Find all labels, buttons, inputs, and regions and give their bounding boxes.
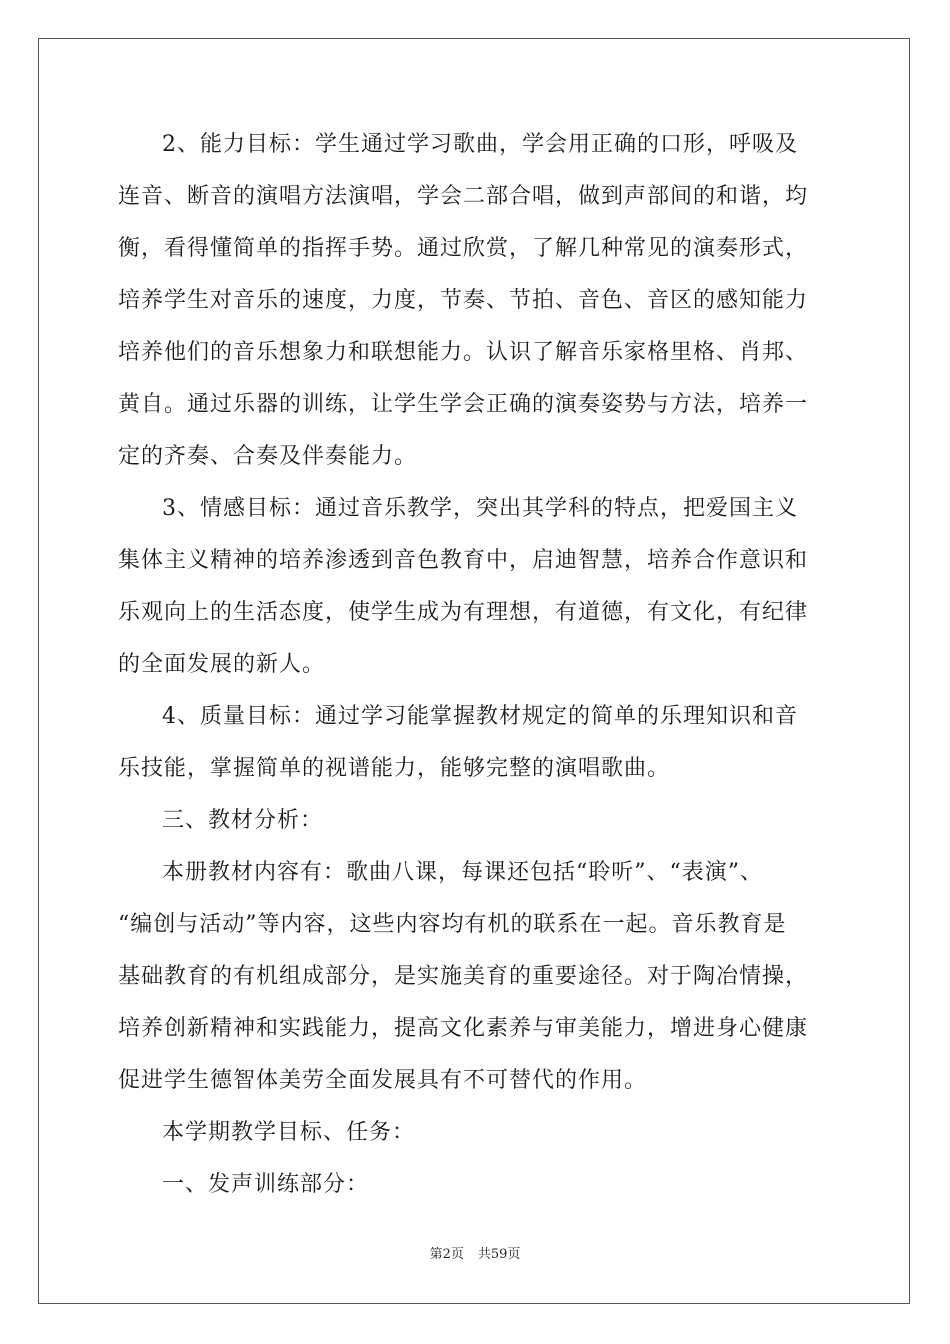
text-line: 的全面发展的新人。 bbox=[118, 652, 326, 677]
text-line: 基础教育的有机组成部分，是实施美育的重要途径。对于陶冶情操， bbox=[118, 964, 809, 989]
text-line: 促进学生德智体美劳全面发展具有不可替代的作用。 bbox=[118, 1068, 648, 1093]
text-line: 集体主义精神的培养渗透到音色教育中，启迪智慧，培养合作意识和 bbox=[118, 548, 809, 573]
text-line: 本学期教学目标、任务： bbox=[162, 1120, 416, 1145]
text-line: 培养他们的音乐想象力和联想能力。认识了解音乐家格里格、肖邦、 bbox=[118, 340, 809, 365]
text-line: “编创与活动”等内容，这些内容均有机的联系在一起。音乐教育是 bbox=[118, 912, 787, 937]
text-line: 培养学生对音乐的速度，力度，节奏、节拍、音色、音区的感知能力 bbox=[118, 288, 809, 313]
text-line: 本册教材内容有：歌曲八课，每课还包括“聆听”、“表演”、 bbox=[162, 860, 763, 885]
text-line: 定的齐奏、合奏及伴奏能力。 bbox=[118, 444, 418, 469]
page-total: 共59页 bbox=[477, 1247, 521, 1262]
text-line: 3、情感目标：通过音乐教学，突出其学科的特点，把爱国主义 bbox=[162, 496, 798, 521]
text-line: 一、发声训练部分： bbox=[162, 1172, 370, 1197]
text-line: 2、能力目标：学生通过学习歌曲，学会用正确的口形，呼吸及 bbox=[162, 132, 798, 157]
text-line: 乐技能，掌握简单的视谱能力，能够完整的演唱歌曲。 bbox=[118, 756, 671, 781]
text-line: 衡，看得懂简单的指挥手势。通过欣赏，了解几种常见的演奏形式， bbox=[118, 236, 809, 261]
text-line: 连音、断音的演唱方法演唱，学会二部合唱，做到声部间的和谐，均 bbox=[118, 184, 809, 209]
text-line: 黄自。通过乐器的训练，让学生学会正确的演奏姿势与方法，培养一 bbox=[118, 392, 809, 417]
page-number: 第2页 bbox=[429, 1247, 464, 1262]
text-line: 4、质量目标：通过学习能掌握教材规定的简单的乐理知识和音 bbox=[162, 704, 798, 729]
page-footer bbox=[0, 1243, 950, 1262]
text-line: 三、教材分析： bbox=[162, 808, 324, 833]
text-line: 培养创新精神和实践能力，提高文化素养与审美能力，增进身心健康 bbox=[118, 1016, 809, 1041]
text-line: 乐观向上的生活态度，使学生成为有理想，有道德，有文化，有纪律 bbox=[118, 600, 809, 625]
